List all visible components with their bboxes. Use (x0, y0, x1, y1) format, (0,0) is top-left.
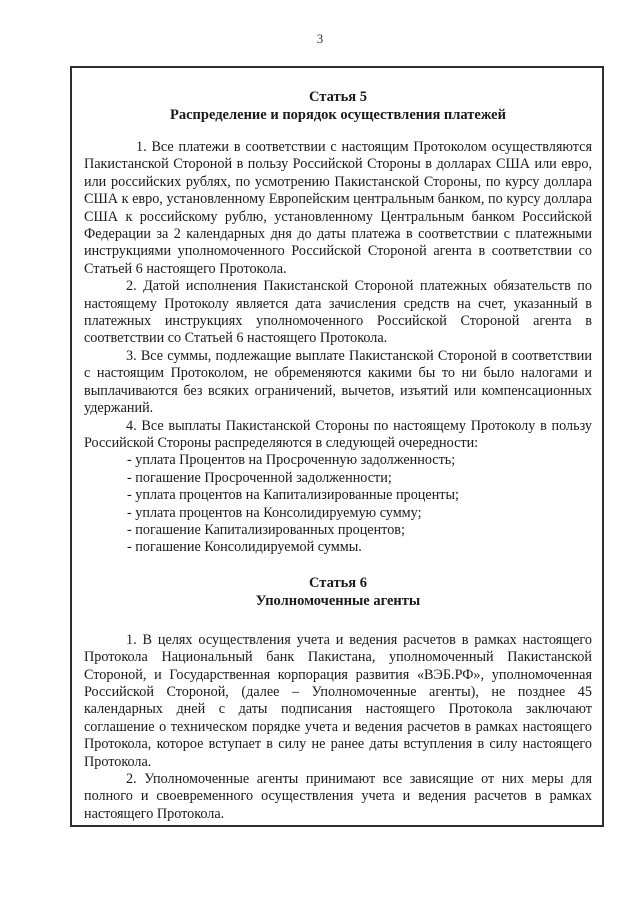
list-item: - уплата процентов на Консолидируемую сумму; (127, 504, 422, 521)
article-5-paragraph-2: 2. Датой исполнения Пакистанской Стороной платежных обязательств по настоящему Протоколу является дата зачисления средств на счет, указанный в платежных инструкциях уполномоченного Российской Стороной агента в соответствии со Статьей 6 настоящего Протокола. (84, 278, 592, 347)
article-6-paragraph-1: 1. В целях осуществления учета и ведения расчетов в рамках настоящего Протокола Национальный банк Пакистана, уполномоченный Пакистанской Стороной, и Государственная корпорация развития «ВЭБ.РФ», уполномоченная Российской Стороной, (далее – Уполномоченные агенты), не позднее 45 календарных дней с даты подписания настоящего Протокола заключают соглашение о техническом порядке учета и ведения расчетов в рамках настоящего Протокола, которое вступает в силу не ранее даты вступления в силу настоящего Протокола. (84, 631, 592, 770)
payment-order-list (84, 452, 592, 556)
list-item: - уплата процентов на Капитализированные проценты; (127, 487, 459, 504)
article-5-paragraph-1: 1. Все платежи в соответствии с настоящим Протоколом осуществляются Пакистанской Стороной в пользу Российской Стороны в долларах США или евро, или российских рублях, по усмотрению Пакистанской Стороны, по курсу доллара США к евро, установленному Европейским центральным банком, по курсу доллара США к российскому рублю, установленному Центральным банком Российской Федерации за 2 календарных дня до даты платежа в соответствии с платежными инструкциями уполномоченного Российской Стороной агента в соответствии со Статьей 6 настоящего Протокола. (84, 139, 592, 277)
article-5-header (84, 88, 592, 124)
article-5-subtitle: Распределение и порядок осуществления платежей (170, 107, 506, 123)
article-6-header (84, 574, 592, 610)
article-6-title: Статья 6 (309, 574, 367, 591)
section-spacer (84, 557, 592, 574)
page-number: 3 (316, 31, 324, 46)
list-item: - погашение Капитализированных процентов; (127, 521, 405, 538)
article-6-paragraph-2: 2. Уполномоченные агенты принимают все зависящие от них меры для полного и своевременного осуществления учета и ведения расчетов в рамках настоящего Протокола. (84, 771, 592, 822)
article-5-title: Статья 5 (309, 89, 367, 105)
document-frame (70, 66, 604, 827)
article-6-subtitle: Уполномоченные агенты (255, 592, 421, 609)
article-5-paragraph-3: 3. Все суммы, подлежащие выплате Пакистанской Стороной в соответствии с настоящим Протоколом, не обременяются какими бы то ни было налогами и выплачиваются без всяких ограничений, вычетов, изъятий или компенсационных удержаний. (84, 347, 592, 417)
list-item: - уплата Процентов на Просроченную задолженность; (127, 452, 456, 469)
article-5-paragraph-4: 4. Все выплаты Пакистанской Стороны по настоящему Протоколу в пользу Российской Стороны распределяются в следующей очередности: (84, 417, 592, 451)
list-item: - погашение Просроченной задолженности; (127, 469, 392, 486)
list-item: - погашение Консолидируемой суммы. (127, 539, 362, 556)
